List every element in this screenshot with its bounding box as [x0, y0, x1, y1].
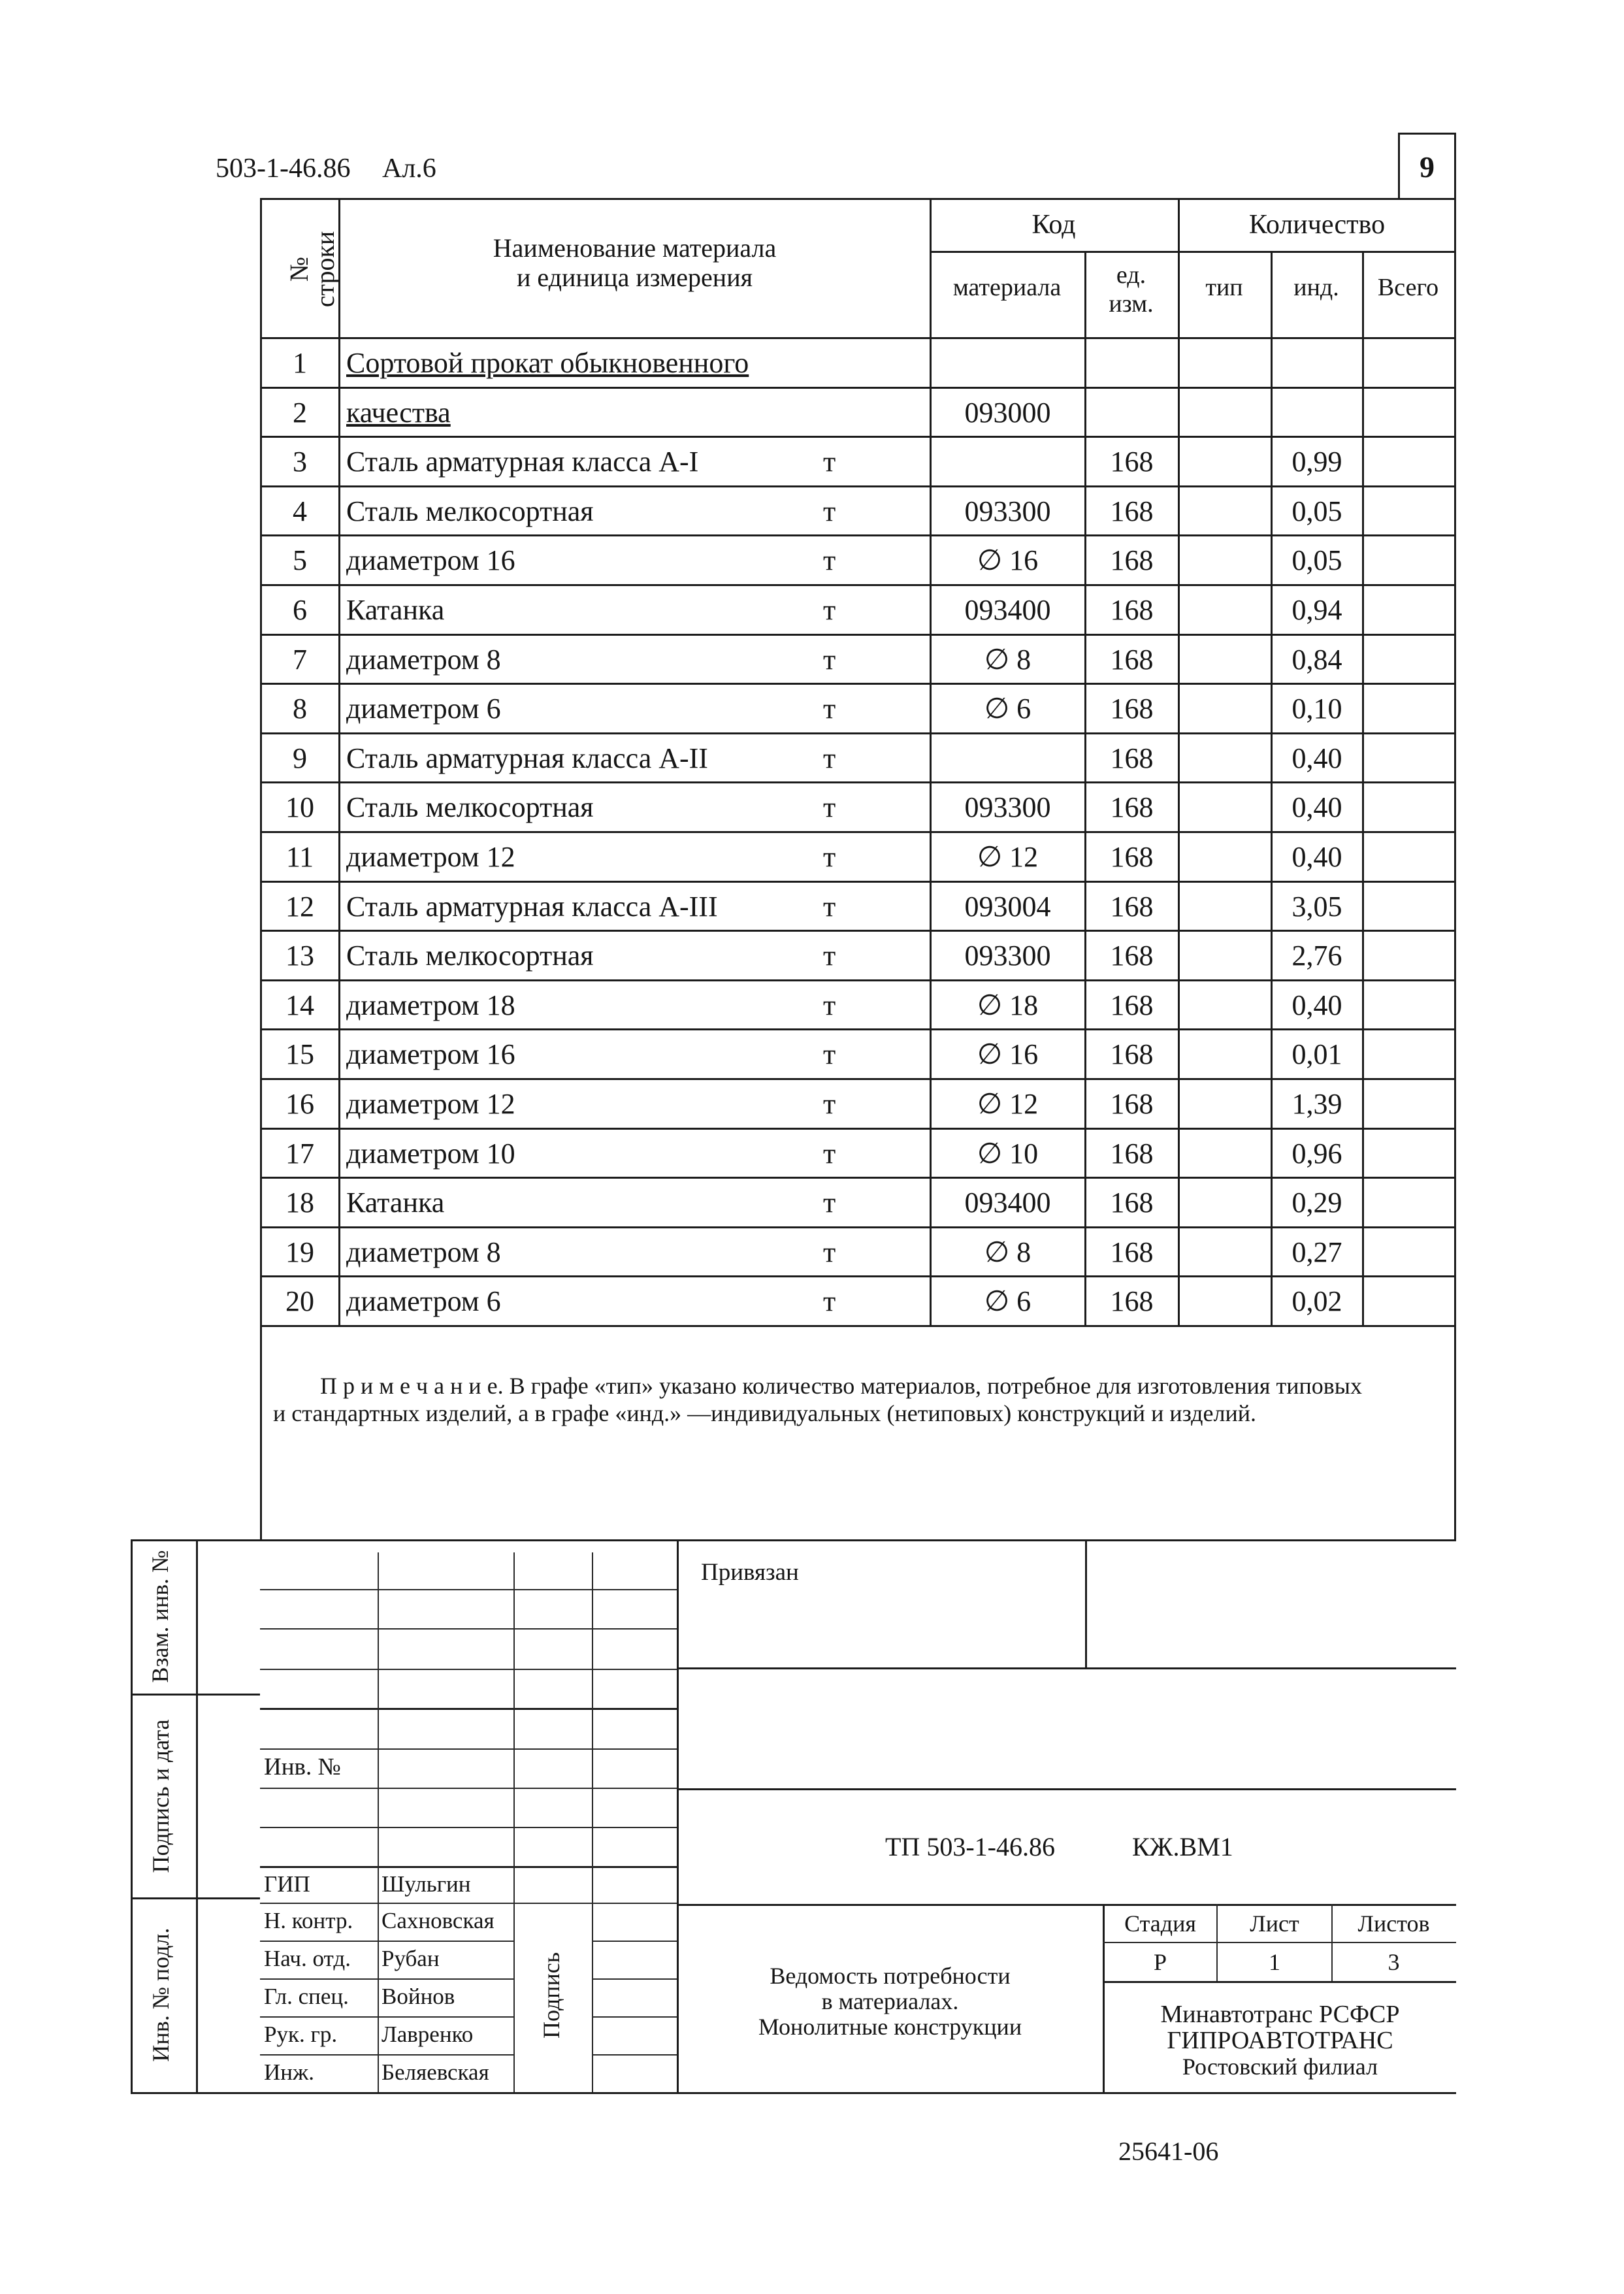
material-code-cell: ∅ 16	[977, 1038, 1039, 1070]
table-row-divider	[260, 1128, 1456, 1130]
note-line1	[320, 1374, 1362, 1398]
signature-header: Подпись	[538, 1952, 564, 2039]
stamp-role: Нач. отд.	[264, 1946, 351, 1971]
note-label: П р и м е ч а н и е.	[320, 1373, 504, 1399]
material-code-cell: ∅ 8	[984, 644, 1031, 676]
archive-number: 25641-06	[1118, 2137, 1219, 2166]
unit-code-cell: 168	[1110, 544, 1154, 576]
table-row-divider	[260, 584, 1456, 586]
row-number-cell: 10	[285, 791, 314, 823]
table-row-divider	[260, 436, 1456, 438]
org-line1: Минавтотранс РСФСР	[1160, 2001, 1400, 2028]
header-material-code: материала	[952, 274, 1062, 301]
row-number-cell: 7	[293, 644, 307, 676]
ind-cell: 0,99	[1291, 446, 1342, 478]
sheets-label: Листов	[1357, 1910, 1430, 1937]
org-line2: ГИПРОАВТОТРАНС	[1167, 2027, 1393, 2054]
doc-code: 503-1-46.86	[216, 154, 351, 184]
row-number-cell: 2	[293, 397, 307, 429]
ind-cell: 0,05	[1291, 495, 1342, 527]
table-row-divider	[260, 831, 1456, 833]
unit-code-cell: 168	[1110, 841, 1154, 873]
row-number-symbol: №	[284, 256, 314, 282]
doc-designation: ТП 503-1-46.86	[885, 1832, 1055, 1861]
ind-cell: 1,39	[1291, 1088, 1342, 1120]
row-number-word: строки	[310, 231, 340, 308]
ind-cell: 3,05	[1291, 891, 1342, 923]
material-name-cell: диаметром 10	[346, 1138, 515, 1170]
table-row-divider	[260, 634, 1456, 636]
material-name-cell: диаметром 6	[346, 693, 501, 725]
unit-code-cell: 168	[1110, 1187, 1154, 1219]
material-code-cell: 093300	[964, 495, 1051, 527]
row-number-cell: 20	[285, 1285, 314, 1317]
ind-cell: 0,40	[1291, 989, 1342, 1021]
note-line1-text: В графе «тип» указано количество материалов, потребное для изготовления типовых	[509, 1373, 1362, 1399]
header-code-group: Код	[1031, 210, 1076, 240]
row-number-cell: 4	[293, 495, 307, 527]
material-name-cell: диаметром 8	[346, 1236, 501, 1268]
unit-code-cell: 168	[1110, 594, 1154, 626]
material-name-cell: Сталь мелкосортная	[346, 495, 594, 527]
unit-cell: т	[823, 1187, 836, 1219]
table-row-divider	[260, 387, 1456, 389]
sheet-value: 1	[1269, 1949, 1280, 1975]
unit-cell: т	[823, 1285, 836, 1317]
header-name-line1: Наименование материала	[493, 233, 777, 263]
side-label-podpis-data: Подпись и дата	[148, 1719, 174, 1873]
material-name-cell: Катанка	[346, 594, 445, 626]
ind-cell: 0,02	[1291, 1285, 1342, 1317]
material-code-cell: 093004	[964, 891, 1051, 923]
material-name-cell: Катанка	[346, 1187, 445, 1219]
material-name-cell: диаметром 12	[346, 841, 515, 873]
material-code-cell: ∅ 16	[977, 544, 1039, 576]
material-code-cell: 093000	[964, 397, 1051, 429]
row-number-cell: 6	[293, 594, 307, 626]
row-number-cell: 13	[285, 940, 314, 972]
material-name-cell: качества	[346, 397, 451, 429]
row-number-cell: 15	[285, 1038, 314, 1070]
header-typ: тип	[1205, 274, 1243, 301]
ind-cell: 0,05	[1291, 544, 1342, 576]
row-number-cell: 14	[285, 989, 314, 1021]
table-row-divider	[260, 881, 1456, 883]
table-row-divider	[260, 1325, 1456, 1327]
table-row-divider	[260, 1275, 1456, 1277]
unit-cell: т	[823, 791, 836, 823]
unit-code-cell: 168	[1110, 1236, 1154, 1268]
row-number-cell: 16	[285, 1088, 314, 1120]
row-number-cell: 12	[285, 891, 314, 923]
privyazan-label: Привязан	[701, 1559, 799, 1586]
stamp-role: ГИП	[264, 1871, 310, 1897]
ind-cell: 0,40	[1291, 791, 1342, 823]
unit-cell: т	[823, 742, 836, 774]
table-row-divider	[260, 1226, 1456, 1228]
stamp-person: Рубан	[382, 1946, 440, 1971]
unit-code-cell: 168	[1110, 446, 1154, 478]
unit-cell: т	[823, 495, 836, 527]
header-unit-line1: ед.	[1116, 261, 1146, 289]
unit-cell: т	[823, 1038, 836, 1070]
row-number-cell: 17	[285, 1138, 314, 1170]
stamp-person: Лавренко	[382, 2022, 474, 2047]
page-number: 9	[1420, 150, 1435, 184]
unit-code-cell: 168	[1110, 940, 1154, 972]
ind-cell: 0,29	[1291, 1187, 1342, 1219]
table-row-divider	[260, 683, 1456, 685]
ind-cell: 2,76	[1291, 940, 1342, 972]
stage-label: Стадия	[1124, 1910, 1196, 1937]
unit-cell: т	[823, 446, 836, 478]
row-number-cell: 9	[293, 742, 307, 774]
side-label-inv-podl: Инв. № подл.	[148, 1927, 174, 2062]
unit-code-cell: 168	[1110, 693, 1154, 725]
row-number-cell: 3	[293, 446, 307, 478]
table-row-divider	[260, 930, 1456, 932]
inv-no-label: Инв. №	[264, 1754, 341, 1780]
note-line2: и стандартных изделий, а в графе «инд.» —индивидуальных (нетиповых) конструкций и изделий.	[273, 1400, 1256, 1426]
ind-cell: 0,94	[1291, 594, 1342, 626]
material-name-cell: диаметром 12	[346, 1088, 515, 1120]
material-name-cell: Сталь арматурная класса А-II	[346, 742, 708, 774]
stamp-role: Рук. гр.	[264, 2022, 338, 2047]
stamp-role: Гл. спец.	[264, 1984, 349, 2009]
stamp-role: Инж.	[264, 2059, 314, 2085]
unit-code-cell: 168	[1110, 1285, 1154, 1317]
table-row-divider	[260, 781, 1456, 783]
table-row-divider	[260, 485, 1456, 487]
table-row-divider	[260, 1177, 1456, 1179]
row-number-cell: 8	[293, 693, 307, 725]
material-code-cell: ∅ 8	[984, 1236, 1031, 1268]
material-code-cell: 093400	[964, 594, 1051, 626]
material-name-cell: диаметром 6	[346, 1285, 501, 1317]
table-row-divider	[260, 732, 1456, 734]
stamp-person: Беляевская	[382, 2059, 489, 2085]
material-code-cell: 093300	[964, 940, 1051, 972]
material-code-cell: 093400	[964, 1187, 1051, 1219]
unit-code-cell: 168	[1110, 1088, 1154, 1120]
table-row-divider	[260, 1078, 1456, 1080]
stage-value: Р	[1153, 1949, 1167, 1975]
ind-cell: 0,01	[1291, 1038, 1342, 1070]
doc-mark: КЖ.ВМ1	[1132, 1832, 1233, 1861]
stamp-person: Сахновская	[382, 1908, 495, 1933]
ind-cell: 0,40	[1291, 841, 1342, 873]
material-code-cell: ∅ 12	[977, 1088, 1039, 1120]
ind-cell: 0,84	[1291, 644, 1342, 676]
material-name-cell: диаметром 16	[346, 1038, 515, 1070]
unit-cell: т	[823, 940, 836, 972]
header-ind: инд.	[1293, 274, 1339, 301]
sheets-value: 3	[1388, 1949, 1400, 1975]
stamp-bottom-border	[131, 2092, 1456, 2094]
material-name-cell: Сортовой прокат обыкновенного	[346, 347, 749, 379]
unit-cell: т	[823, 1138, 836, 1170]
sheet-title-line1: Ведомость потребности	[770, 1963, 1011, 1989]
unit-cell: т	[823, 693, 836, 725]
stamp-person: Шульгин	[382, 1871, 471, 1897]
unit-code-cell: 168	[1110, 495, 1154, 527]
unit-code-cell: 168	[1110, 1038, 1154, 1070]
material-code-cell: ∅ 18	[977, 989, 1039, 1021]
header-unit-line2: изм.	[1109, 290, 1154, 318]
unit-cell: т	[823, 891, 836, 923]
header-quantity-group: Количество	[1248, 210, 1386, 240]
table-right-border	[1454, 198, 1456, 1540]
ind-cell: 0,96	[1291, 1138, 1342, 1170]
unit-code-cell: 168	[1110, 891, 1154, 923]
row-number-cell: 19	[285, 1236, 314, 1268]
header-name-line2: и единица измерения	[516, 263, 753, 292]
unit-cell: т	[823, 544, 836, 576]
unit-code-cell: 168	[1110, 989, 1154, 1021]
material-name-cell: Сталь мелкосортная	[346, 940, 594, 972]
side-label-vzam: Взам. инв. №	[147, 1550, 173, 1683]
unit-cell: т	[823, 841, 836, 873]
unit-code-cell: 168	[1110, 742, 1154, 774]
unit-cell: т	[823, 989, 836, 1021]
material-code-cell: ∅ 6	[984, 1285, 1031, 1317]
material-code-cell: 093300	[964, 791, 1051, 823]
material-name-cell: диаметром 18	[346, 989, 515, 1021]
header-total: Всего	[1377, 274, 1439, 301]
sheet-label: Лист	[1250, 1910, 1299, 1937]
material-name-cell: Сталь арматурная класса А-III	[346, 891, 718, 923]
material-name-cell: Сталь мелкосортная	[346, 791, 594, 823]
unit-code-cell: 168	[1110, 644, 1154, 676]
unit-code-cell: 168	[1110, 791, 1154, 823]
material-name-cell: диаметром 8	[346, 644, 501, 676]
ind-cell: 0,10	[1291, 693, 1342, 725]
material-name-cell: диаметром 16	[346, 544, 515, 576]
material-name-cell: Сталь арматурная класса А-I	[346, 446, 699, 478]
material-code-cell: ∅ 10	[977, 1138, 1039, 1170]
unit-cell: т	[823, 644, 836, 676]
unit-cell: т	[823, 594, 836, 626]
table-row-divider	[260, 534, 1456, 536]
ind-cell: 0,40	[1291, 742, 1342, 774]
album-label: Ал.6	[382, 154, 436, 184]
unit-cell: т	[823, 1236, 836, 1268]
ind-cell: 0,27	[1291, 1236, 1342, 1268]
row-number-cell: 18	[285, 1187, 314, 1219]
row-number-cell: 11	[285, 841, 314, 873]
stamp-role: Н. контр.	[264, 1908, 353, 1933]
stamp-person: Войнов	[382, 1984, 455, 2009]
material-code-cell: ∅ 12	[977, 841, 1039, 873]
sheet-title-line3: Монолитные конструкции	[758, 2014, 1022, 2040]
row-number-cell: 1	[293, 347, 307, 379]
sheet-title-line2: в материалах.	[821, 1988, 959, 2014]
unit-cell: т	[823, 1088, 836, 1120]
unit-code-cell: 168	[1110, 1138, 1154, 1170]
header-row-number	[284, 230, 340, 308]
table-row-divider	[260, 979, 1456, 981]
row-number-cell: 5	[293, 544, 307, 576]
org-line3: Ростовский филиал	[1182, 2054, 1378, 2080]
table-row-divider	[260, 1028, 1456, 1030]
material-code-cell: ∅ 6	[984, 693, 1031, 725]
